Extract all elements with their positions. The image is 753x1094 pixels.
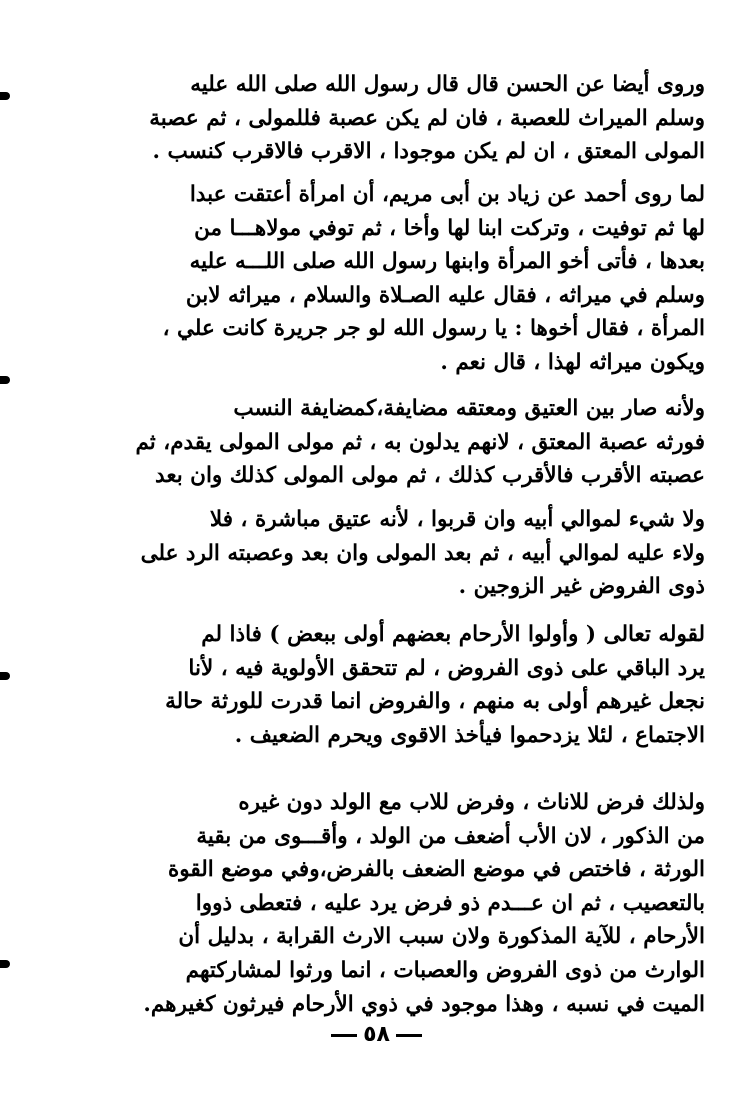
paragraph-1 — [95, 68, 705, 169]
text-line: الأرحام ، للآية المذكورة ولان سبب الارث القرابة ، بدليل أن — [178, 924, 705, 950]
paragraph-3 — [95, 392, 705, 493]
text-line: المولى المعتق ، ان لم يكن موجودا ، الاقرب فالاقرب كنسب . — [152, 139, 705, 165]
text-line: الوارث من ذوى الفروض والعصبات ، انما ورثوا لمشاركتهم — [185, 957, 705, 983]
paragraph-4 — [95, 503, 705, 604]
text-line: وسلم الميراث للعصبة ، فان لم يكن عصبة فللمولى ، ثم عصبة — [149, 105, 705, 131]
dash-right — [331, 1034, 357, 1037]
scan-edge-mark — [0, 960, 10, 968]
text-line: يرد الباقي على ذوى الفروض ، لم تتحقق الأولوية فيه ، لأنا — [188, 655, 705, 681]
text-line: وسلم في ميراثه ، فقال عليه الصـلاة والسلام ، ميراثه لابن — [185, 282, 705, 308]
text-line: بالتعصيب ، ثم ان عـــدم ذو فرض يرد عليه ، فتعطى ذووا — [195, 890, 705, 916]
text-line: ولذلك فرض للاناث ، وفرض للاب مع الولد دون غيره — [238, 790, 705, 815]
dash-left — [396, 1034, 422, 1037]
text-line: ويكون ميراثه لهذا ، قال نعم . — [440, 349, 705, 375]
paragraph-6 — [95, 786, 705, 1021]
text-line: الاجتماع ، لئلا يزدحموا فيأخذ الاقوى ويحرم الضعيف . — [234, 722, 705, 748]
text-line: لقوله تعالى ( وأولوا الأرحام بعضهم أولى ببعض ) فاذا لم — [201, 622, 705, 647]
paragraph-2 — [95, 178, 705, 380]
text-line: ذوى الفروض غير الزوجين . — [458, 574, 705, 600]
text-line: ولاء عليه لموالي أبيه ، ثم بعد المولى وان بعد وعصبته الرد على — [140, 540, 705, 566]
page-number-value: ٥٨ — [363, 1022, 390, 1047]
scan-edge-mark — [0, 672, 10, 680]
text-line: لما روى أحمد عن زياد بن أبى مريم، أن امرأة أعتقت عبدا — [189, 182, 705, 207]
paragraph-5 — [95, 618, 705, 752]
text-line: ولا شيء لموالي أبيه وان قربوا ، لأنه عتيق مباشرة ، فلا — [209, 507, 705, 532]
text-line: نجعل غيرهم أولى به منهم ، والفروض انما قدرت للورثة حالة — [165, 689, 705, 715]
text-line: بعدها ، فأتى أخو المرأة وابنها رسول الله صلى اللـــه عليه — [189, 249, 705, 275]
text-line: ولأنه صار بين العتيق ومعتقه مضايفة،كمضايفة النسب — [233, 396, 705, 421]
text-line: لها ثم توفيت ، وتركت ابنا لها وأخا ، ثم توفي مولاهـــا من — [194, 215, 705, 241]
scan-edge-mark — [0, 92, 10, 100]
text-line: فورثه عصبة المعتق ، لانهم يدلون به ، ثم مولى المولى يقدم، ثم — [135, 429, 705, 455]
text-line: عصبته الأقرب فالأقرب كذلك ، ثم مولى المولى كذلك وان بعد — [155, 463, 705, 489]
text-line: وروى أيضا عن الحسن قال قال رسول الله صلى الله عليه — [190, 72, 705, 97]
text-line: المرأة ، فقال أخوها : يا رسول الله لو جر جريرة كانت علي ، — [162, 316, 705, 342]
text-line: الورثة ، فاختص في موضع الضعف بالفرض،وفي موضع القوة — [167, 857, 705, 883]
scan-edge-mark — [0, 376, 10, 384]
text-line: من الذكور ، لان الأب أضعف من الولد ، وأقـــوى من بقية — [196, 823, 705, 849]
page-number — [0, 1022, 753, 1047]
text-line: الميت في نسبه ، وهذا موجود في ذوي الأرحام فيرثون كغيرهم. — [143, 991, 705, 1017]
